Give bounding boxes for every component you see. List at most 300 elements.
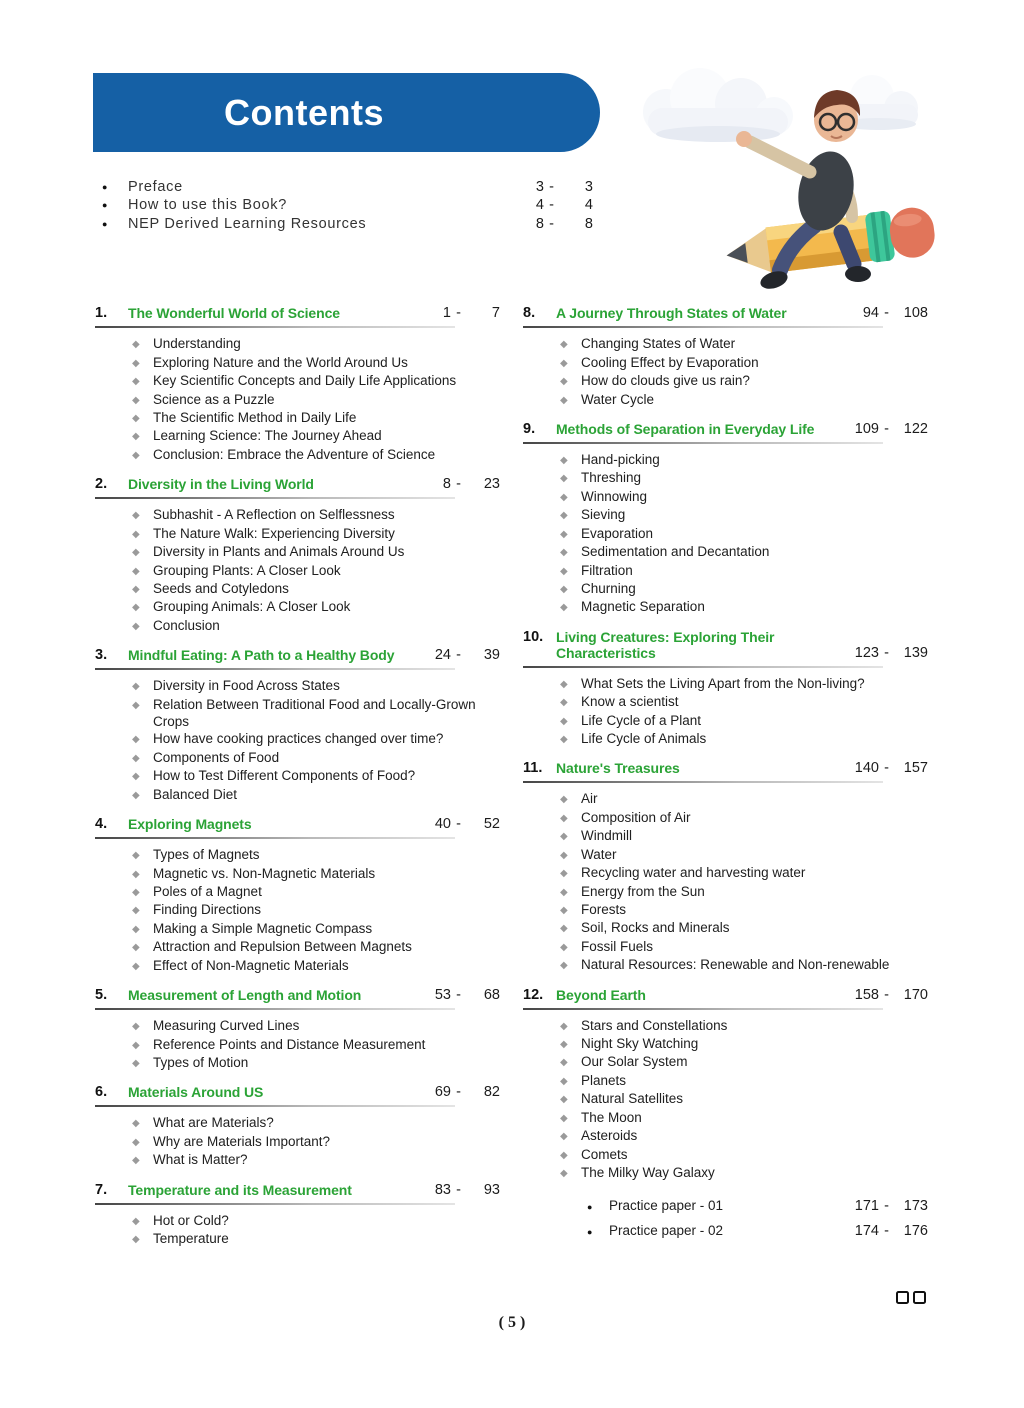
page-from: 8 <box>535 215 544 232</box>
chapter-number: 2. <box>95 476 108 493</box>
topic-label: Subhashit - A Reflection on Selflessness <box>153 507 395 523</box>
topic-item <box>95 354 500 372</box>
page-from: 69 <box>434 1084 451 1101</box>
chapter-number: 1. <box>95 305 108 322</box>
diamond-bullet-icon: ◆ <box>132 357 140 369</box>
page-from: 171 <box>854 1198 879 1215</box>
range-dash-icon: - <box>884 305 889 322</box>
contents-banner <box>93 73 600 152</box>
topic-label: Changing States of Water <box>581 336 736 352</box>
topic-item <box>95 1054 500 1072</box>
topic-label: Fossil Fuels <box>581 938 654 954</box>
diamond-bullet-icon: ◆ <box>132 905 140 917</box>
page-to: 176 <box>903 1223 928 1240</box>
topic-label: Churning <box>581 580 636 596</box>
footer-squares <box>896 1291 926 1304</box>
topic-item <box>95 1036 500 1054</box>
topic-item <box>95 846 500 864</box>
diamond-bullet-icon: ◆ <box>132 771 140 783</box>
topic-item <box>523 864 928 882</box>
page-range <box>419 1182 500 1199</box>
topic-item <box>523 543 928 561</box>
page-to: 108 <box>903 305 928 322</box>
chapter <box>95 305 500 464</box>
diamond-bullet-icon: ◆ <box>560 547 568 559</box>
diamond-bullet-icon: ◆ <box>560 1167 568 1179</box>
diamond-bullet-icon: ◆ <box>560 715 568 727</box>
topic-list <box>523 675 928 749</box>
page-to: 93 <box>483 1181 500 1198</box>
chapter-title: Temperature and its Measurement <box>128 1181 352 1198</box>
page-from: 4 <box>535 197 544 214</box>
topic-item <box>95 446 500 464</box>
topic-label: Comets <box>581 1146 628 1162</box>
diamond-bullet-icon: ◆ <box>560 602 568 614</box>
diamond-bullet-icon: ◆ <box>560 1075 568 1087</box>
range-dash-icon: - <box>456 476 461 493</box>
topic-label: Conclusion <box>153 617 220 633</box>
topic-item <box>523 525 928 543</box>
chapter <box>523 987 928 1245</box>
chapter-rule <box>95 1008 455 1010</box>
page-to: 3 <box>584 179 593 195</box>
diamond-bullet-icon: ◆ <box>560 339 568 351</box>
chapter <box>523 760 928 974</box>
topic-label: Asteroids <box>581 1128 638 1144</box>
topic-label: Making a Simple Magnetic Compass <box>153 920 373 936</box>
topic-item <box>523 335 928 353</box>
topic-item <box>95 409 500 427</box>
diamond-bullet-icon: ◆ <box>132 394 140 406</box>
topic-label: Recycling water and harvesting water <box>581 865 806 881</box>
page-from: 24 <box>434 647 451 664</box>
topic-item <box>523 580 928 598</box>
chapter-number: 11. <box>523 760 543 777</box>
diamond-bullet-icon: ◆ <box>132 1234 140 1246</box>
page-range <box>419 1084 500 1101</box>
diamond-bullet-icon: ◆ <box>132 960 140 972</box>
diamond-bullet-icon: ◆ <box>560 473 568 485</box>
page-to: 23 <box>483 476 500 493</box>
diamond-bullet-icon: ◆ <box>132 565 140 577</box>
topic-list <box>95 677 500 804</box>
chapter-rule <box>95 668 455 670</box>
topic-item <box>95 598 500 616</box>
range-dash-icon: - <box>549 215 554 232</box>
page-range <box>512 215 593 233</box>
topic-item <box>523 1090 928 1108</box>
diamond-bullet-icon: ◆ <box>132 528 140 540</box>
boy-riding-pencil-illustration <box>638 64 940 300</box>
chapter <box>523 629 928 749</box>
topic-item <box>523 938 928 956</box>
page-range <box>419 816 500 833</box>
chapter-title: Exploring Magnets <box>128 816 252 833</box>
topic-label: Our Solar System <box>581 1054 688 1070</box>
page-range <box>512 196 593 214</box>
topic-label: Understanding <box>153 336 241 352</box>
diamond-bullet-icon: ◆ <box>132 681 140 693</box>
page-from: 1 <box>442 305 451 322</box>
page-to: 122 <box>903 420 928 437</box>
chapter-heading <box>95 987 500 1004</box>
chapter <box>523 421 928 617</box>
page-range <box>419 476 500 493</box>
topic-label: Planets <box>581 1072 627 1088</box>
topic-label: Hand-picking <box>581 452 660 468</box>
toc-columns <box>95 305 928 1260</box>
topic-label: Measuring Curved Lines <box>153 1018 300 1034</box>
page-from: 94 <box>862 305 879 322</box>
round-bullet-icon: ● <box>587 1202 593 1213</box>
diamond-bullet-icon: ◆ <box>132 850 140 862</box>
topic-item <box>95 696 500 731</box>
page-range <box>847 987 928 1004</box>
page-from: 109 <box>854 420 879 437</box>
topic-item <box>523 901 928 919</box>
topic-label: Air <box>581 791 598 807</box>
diamond-bullet-icon: ◆ <box>132 547 140 559</box>
page-from: 174 <box>854 1223 879 1240</box>
topic-item <box>95 525 500 543</box>
topic-label: Exploring Nature and the World Around Us <box>153 354 408 370</box>
diamond-bullet-icon: ◆ <box>132 602 140 614</box>
range-dash-icon: - <box>456 647 461 664</box>
page-range <box>847 760 928 777</box>
topic-item <box>95 1151 500 1169</box>
topic-item <box>523 1146 928 1164</box>
diamond-bullet-icon: ◆ <box>132 789 140 801</box>
range-dash-icon: - <box>456 1181 461 1198</box>
practice-paper-label: Practice paper - 02 <box>609 1223 724 1239</box>
topic-list <box>95 1017 500 1072</box>
chapter <box>95 1084 500 1169</box>
chapter <box>95 987 500 1072</box>
topic-list <box>95 335 500 464</box>
diamond-bullet-icon: ◆ <box>560 1149 568 1161</box>
topic-label: The Milky Way Galaxy <box>581 1164 715 1180</box>
chapter-heading <box>95 816 500 833</box>
chapter <box>95 816 500 975</box>
diamond-bullet-icon: ◆ <box>560 812 568 824</box>
chapter-heading <box>95 305 500 322</box>
diamond-bullet-icon: ◆ <box>132 752 140 764</box>
topic-label: How do clouds give us rain? <box>581 373 750 389</box>
topic-label: Temperature <box>153 1231 229 1247</box>
chapter-heading <box>523 629 928 662</box>
diamond-bullet-icon: ◆ <box>560 849 568 861</box>
topic-item <box>523 469 928 487</box>
diamond-bullet-icon: ◆ <box>560 510 568 522</box>
range-dash-icon: - <box>884 1223 889 1240</box>
topic-label: Windmill <box>581 828 633 844</box>
topic-item <box>523 1053 928 1071</box>
page-to: 139 <box>903 644 928 661</box>
diamond-bullet-icon: ◆ <box>132 583 140 595</box>
diamond-bullet-icon: ◆ <box>132 734 140 746</box>
topic-label: Diversity in Plants and Animals Around Us <box>153 544 405 560</box>
topic-item <box>95 883 500 901</box>
topic-item <box>523 372 928 390</box>
topic-item <box>523 730 928 748</box>
page-from: 40 <box>434 816 451 833</box>
topic-label: Balanced Diet <box>153 786 238 802</box>
page-range <box>847 1220 928 1243</box>
topic-item <box>95 1230 500 1248</box>
chapter-rule <box>523 666 883 668</box>
topic-item <box>523 809 928 827</box>
topic-label: Composition of Air <box>581 809 691 825</box>
front-matter-list <box>95 178 593 233</box>
cloud-icon <box>830 75 918 130</box>
topic-item <box>523 883 928 901</box>
toc-column-left <box>95 305 500 1260</box>
topic-list <box>523 790 928 974</box>
chapter-heading <box>523 421 928 438</box>
chapter-title: Mindful Eating: A Path to a Healthy Body <box>128 647 395 664</box>
diamond-bullet-icon: ◆ <box>560 1039 568 1051</box>
topic-item <box>523 1035 928 1053</box>
topic-label: Effect of Non-Magnetic Materials <box>153 957 349 973</box>
topic-item <box>95 391 500 409</box>
page-title: Contents <box>224 91 384 133</box>
topic-label: Sieving <box>581 507 626 523</box>
topic-label: Conclusion: Embrace the Adventure of Science <box>153 446 436 462</box>
page-from: 53 <box>434 987 451 1004</box>
chapter-title: Beyond Earth <box>556 986 646 1003</box>
topic-item <box>95 372 500 390</box>
diamond-bullet-icon: ◆ <box>560 941 568 953</box>
topic-label: Know a scientist <box>581 694 679 710</box>
diamond-bullet-icon: ◆ <box>560 455 568 467</box>
page-range <box>419 987 500 1004</box>
topic-label: Grouping Animals: A Closer Look <box>153 599 351 615</box>
square-icon <box>896 1291 909 1304</box>
cloud-icon <box>643 68 793 142</box>
page-to: 82 <box>483 1084 500 1101</box>
diamond-bullet-icon: ◆ <box>132 431 140 443</box>
chapter-heading <box>95 1084 500 1101</box>
topic-label: Learning Science: The Journey Ahead <box>153 428 382 444</box>
chapter <box>523 305 928 409</box>
topic-item <box>95 865 500 883</box>
chapter <box>95 1182 500 1249</box>
topic-label: Magnetic Separation <box>581 599 705 615</box>
topic-label: Natural Satellites <box>581 1091 684 1107</box>
topic-label: Filtration <box>581 562 633 578</box>
diamond-bullet-icon: ◆ <box>132 699 140 711</box>
topic-item <box>523 354 928 372</box>
page-from: 140 <box>854 760 879 777</box>
chapter-rule <box>95 326 455 328</box>
topic-label: Science as a Puzzle <box>153 391 275 407</box>
topic-item <box>523 675 928 693</box>
topic-item <box>523 712 928 730</box>
topic-label: Soil, Rocks and Minerals <box>581 920 730 936</box>
diamond-bullet-icon: ◆ <box>560 886 568 898</box>
topic-label: Finding Directions <box>153 902 262 918</box>
topic-label: Seeds and Cotyledons <box>153 580 289 596</box>
diamond-bullet-icon: ◆ <box>560 794 568 806</box>
topic-label: Threshing <box>581 470 642 486</box>
topic-label: Evaporation <box>581 525 654 541</box>
round-bullet-icon: ● <box>587 1227 593 1238</box>
topic-label: Forests <box>581 901 627 917</box>
topic-item <box>95 786 500 804</box>
diamond-bullet-icon: ◆ <box>132 923 140 935</box>
chapter-title: Measurement of Length and Motion <box>128 987 362 1004</box>
topic-item <box>523 1164 928 1182</box>
chapter-rule <box>523 781 883 783</box>
diamond-bullet-icon: ◆ <box>132 1118 140 1130</box>
diamond-bullet-icon: ◆ <box>560 678 568 690</box>
diamond-bullet-icon: ◆ <box>132 942 140 954</box>
diamond-bullet-icon: ◆ <box>560 868 568 880</box>
chapter-title: Living Creatures: Exploring Their Characteristics <box>556 628 775 662</box>
diamond-bullet-icon: ◆ <box>560 923 568 935</box>
front-matter-item <box>95 178 593 196</box>
topic-item <box>95 506 500 524</box>
diamond-bullet-icon: ◆ <box>560 1131 568 1143</box>
topic-item <box>95 749 500 767</box>
diamond-bullet-icon: ◆ <box>132 1215 140 1227</box>
range-dash-icon: - <box>456 987 461 1004</box>
page-to: 4 <box>584 197 593 214</box>
topic-item <box>95 580 500 598</box>
topic-label: Components of Food <box>153 749 280 765</box>
topic-label: Why are Materials Important? <box>153 1133 331 1149</box>
diamond-bullet-icon: ◆ <box>132 1021 140 1033</box>
front-matter-label: NEP Derived Learning Resources <box>128 215 367 232</box>
chapter-title: Materials Around US <box>128 1084 264 1101</box>
diamond-bullet-icon: ◆ <box>132 887 140 898</box>
diamond-bullet-icon: ◆ <box>132 412 140 424</box>
topic-item <box>523 846 928 864</box>
diamond-bullet-icon: ◆ <box>560 831 568 843</box>
diamond-bullet-icon: ◆ <box>560 697 568 709</box>
page-to: 68 <box>483 987 500 1004</box>
topic-item <box>523 451 928 469</box>
page-range <box>847 645 928 662</box>
page-to: 173 <box>903 1198 928 1215</box>
range-dash-icon: - <box>549 179 554 195</box>
range-dash-icon: - <box>549 197 554 214</box>
chapter-number: 5. <box>95 987 108 1004</box>
diamond-bullet-icon: ◆ <box>132 339 140 351</box>
topic-label: What are Materials? <box>153 1115 274 1131</box>
topic-item <box>523 1127 928 1145</box>
topic-item <box>95 901 500 919</box>
topic-item <box>523 1017 928 1035</box>
chapter-heading <box>95 647 500 664</box>
page-from: 83 <box>434 1181 451 1198</box>
chapter-number: 3. <box>95 647 108 664</box>
topic-label: Attraction and Repulsion Between Magnets <box>153 939 412 955</box>
topic-label: What is Matter? <box>153 1152 248 1168</box>
topic-item <box>523 488 928 506</box>
topic-item <box>523 391 928 409</box>
chapter-number: 9. <box>523 420 536 437</box>
topic-item <box>95 1114 500 1132</box>
topic-list <box>523 335 928 409</box>
topic-item <box>95 1212 500 1230</box>
chapter-heading <box>523 305 928 322</box>
diamond-bullet-icon: ◆ <box>560 491 568 503</box>
pencil-icon <box>724 205 938 280</box>
topic-label: Poles of a Magnet <box>153 884 262 899</box>
footer-page-number: ( 5 ) <box>498 1314 526 1331</box>
topic-item <box>95 957 500 975</box>
diamond-bullet-icon: ◆ <box>560 394 568 406</box>
chapter-title: The Wonderful World of Science <box>128 305 340 322</box>
diamond-bullet-icon: ◆ <box>560 960 568 972</box>
chapter-number: 10. <box>523 628 544 645</box>
diamond-bullet-icon: ◆ <box>560 565 568 577</box>
topic-item <box>95 427 500 445</box>
page-range <box>847 305 928 322</box>
topic-label: The Scientific Method in Daily Life <box>153 409 357 425</box>
topic-item <box>95 920 500 938</box>
topic-label: The Nature Walk: Experiencing Diversity <box>153 525 395 541</box>
topic-label: Sedimentation and Decantation <box>581 544 770 560</box>
page-range <box>419 647 500 664</box>
topic-label: Hot or Cold? <box>153 1212 229 1228</box>
range-dash-icon: - <box>884 420 889 437</box>
range-dash-icon: - <box>884 986 889 1003</box>
topic-item <box>95 1133 500 1151</box>
topic-list <box>523 1017 928 1183</box>
topic-item <box>523 827 928 845</box>
page-from: 3 <box>535 179 544 195</box>
topic-label: Relation Between Traditional Food and Locally-Grown Crops <box>153 696 476 730</box>
practice-paper-item <box>523 1219 928 1244</box>
diamond-bullet-icon: ◆ <box>132 449 140 461</box>
chapter-number: 4. <box>95 816 108 833</box>
diamond-bullet-icon: ◆ <box>132 510 140 522</box>
page-to: 52 <box>483 816 500 833</box>
topic-label: Grouping Plants: A Closer Look <box>153 562 341 578</box>
topic-label: Winnowing <box>581 488 648 504</box>
topic-label: What Sets the Living Apart from the Non-living? <box>581 675 865 691</box>
round-bullet-icon: ● <box>102 218 108 229</box>
topic-label: How to Test Different Components of Food? <box>153 768 416 784</box>
square-icon <box>913 1291 926 1304</box>
range-dash-icon: - <box>884 760 889 777</box>
topic-label: Life Cycle of a Plant <box>581 712 702 728</box>
topic-item <box>523 790 928 808</box>
topic-item <box>95 730 500 748</box>
chapter-rule <box>523 326 883 328</box>
toc-column-right <box>523 305 928 1260</box>
topic-label: Types of Magnets <box>153 847 260 863</box>
topic-label: Diversity in Food Across States <box>153 678 340 694</box>
chapter-heading <box>523 987 928 1004</box>
diamond-bullet-icon: ◆ <box>132 1155 140 1167</box>
diamond-bullet-icon: ◆ <box>560 733 568 745</box>
topic-item <box>523 598 928 616</box>
diamond-bullet-icon: ◆ <box>560 1112 568 1124</box>
diamond-bullet-icon: ◆ <box>132 376 140 388</box>
range-dash-icon: - <box>456 305 461 322</box>
chapter-number: 7. <box>95 1181 108 1198</box>
topic-list <box>95 1114 500 1169</box>
topic-item <box>523 506 928 524</box>
range-dash-icon: - <box>884 644 889 661</box>
page-range <box>847 421 928 438</box>
topic-label: Night Sky Watching <box>581 1036 699 1052</box>
chapter-rule <box>523 442 883 444</box>
chapter-rule <box>523 1008 883 1010</box>
